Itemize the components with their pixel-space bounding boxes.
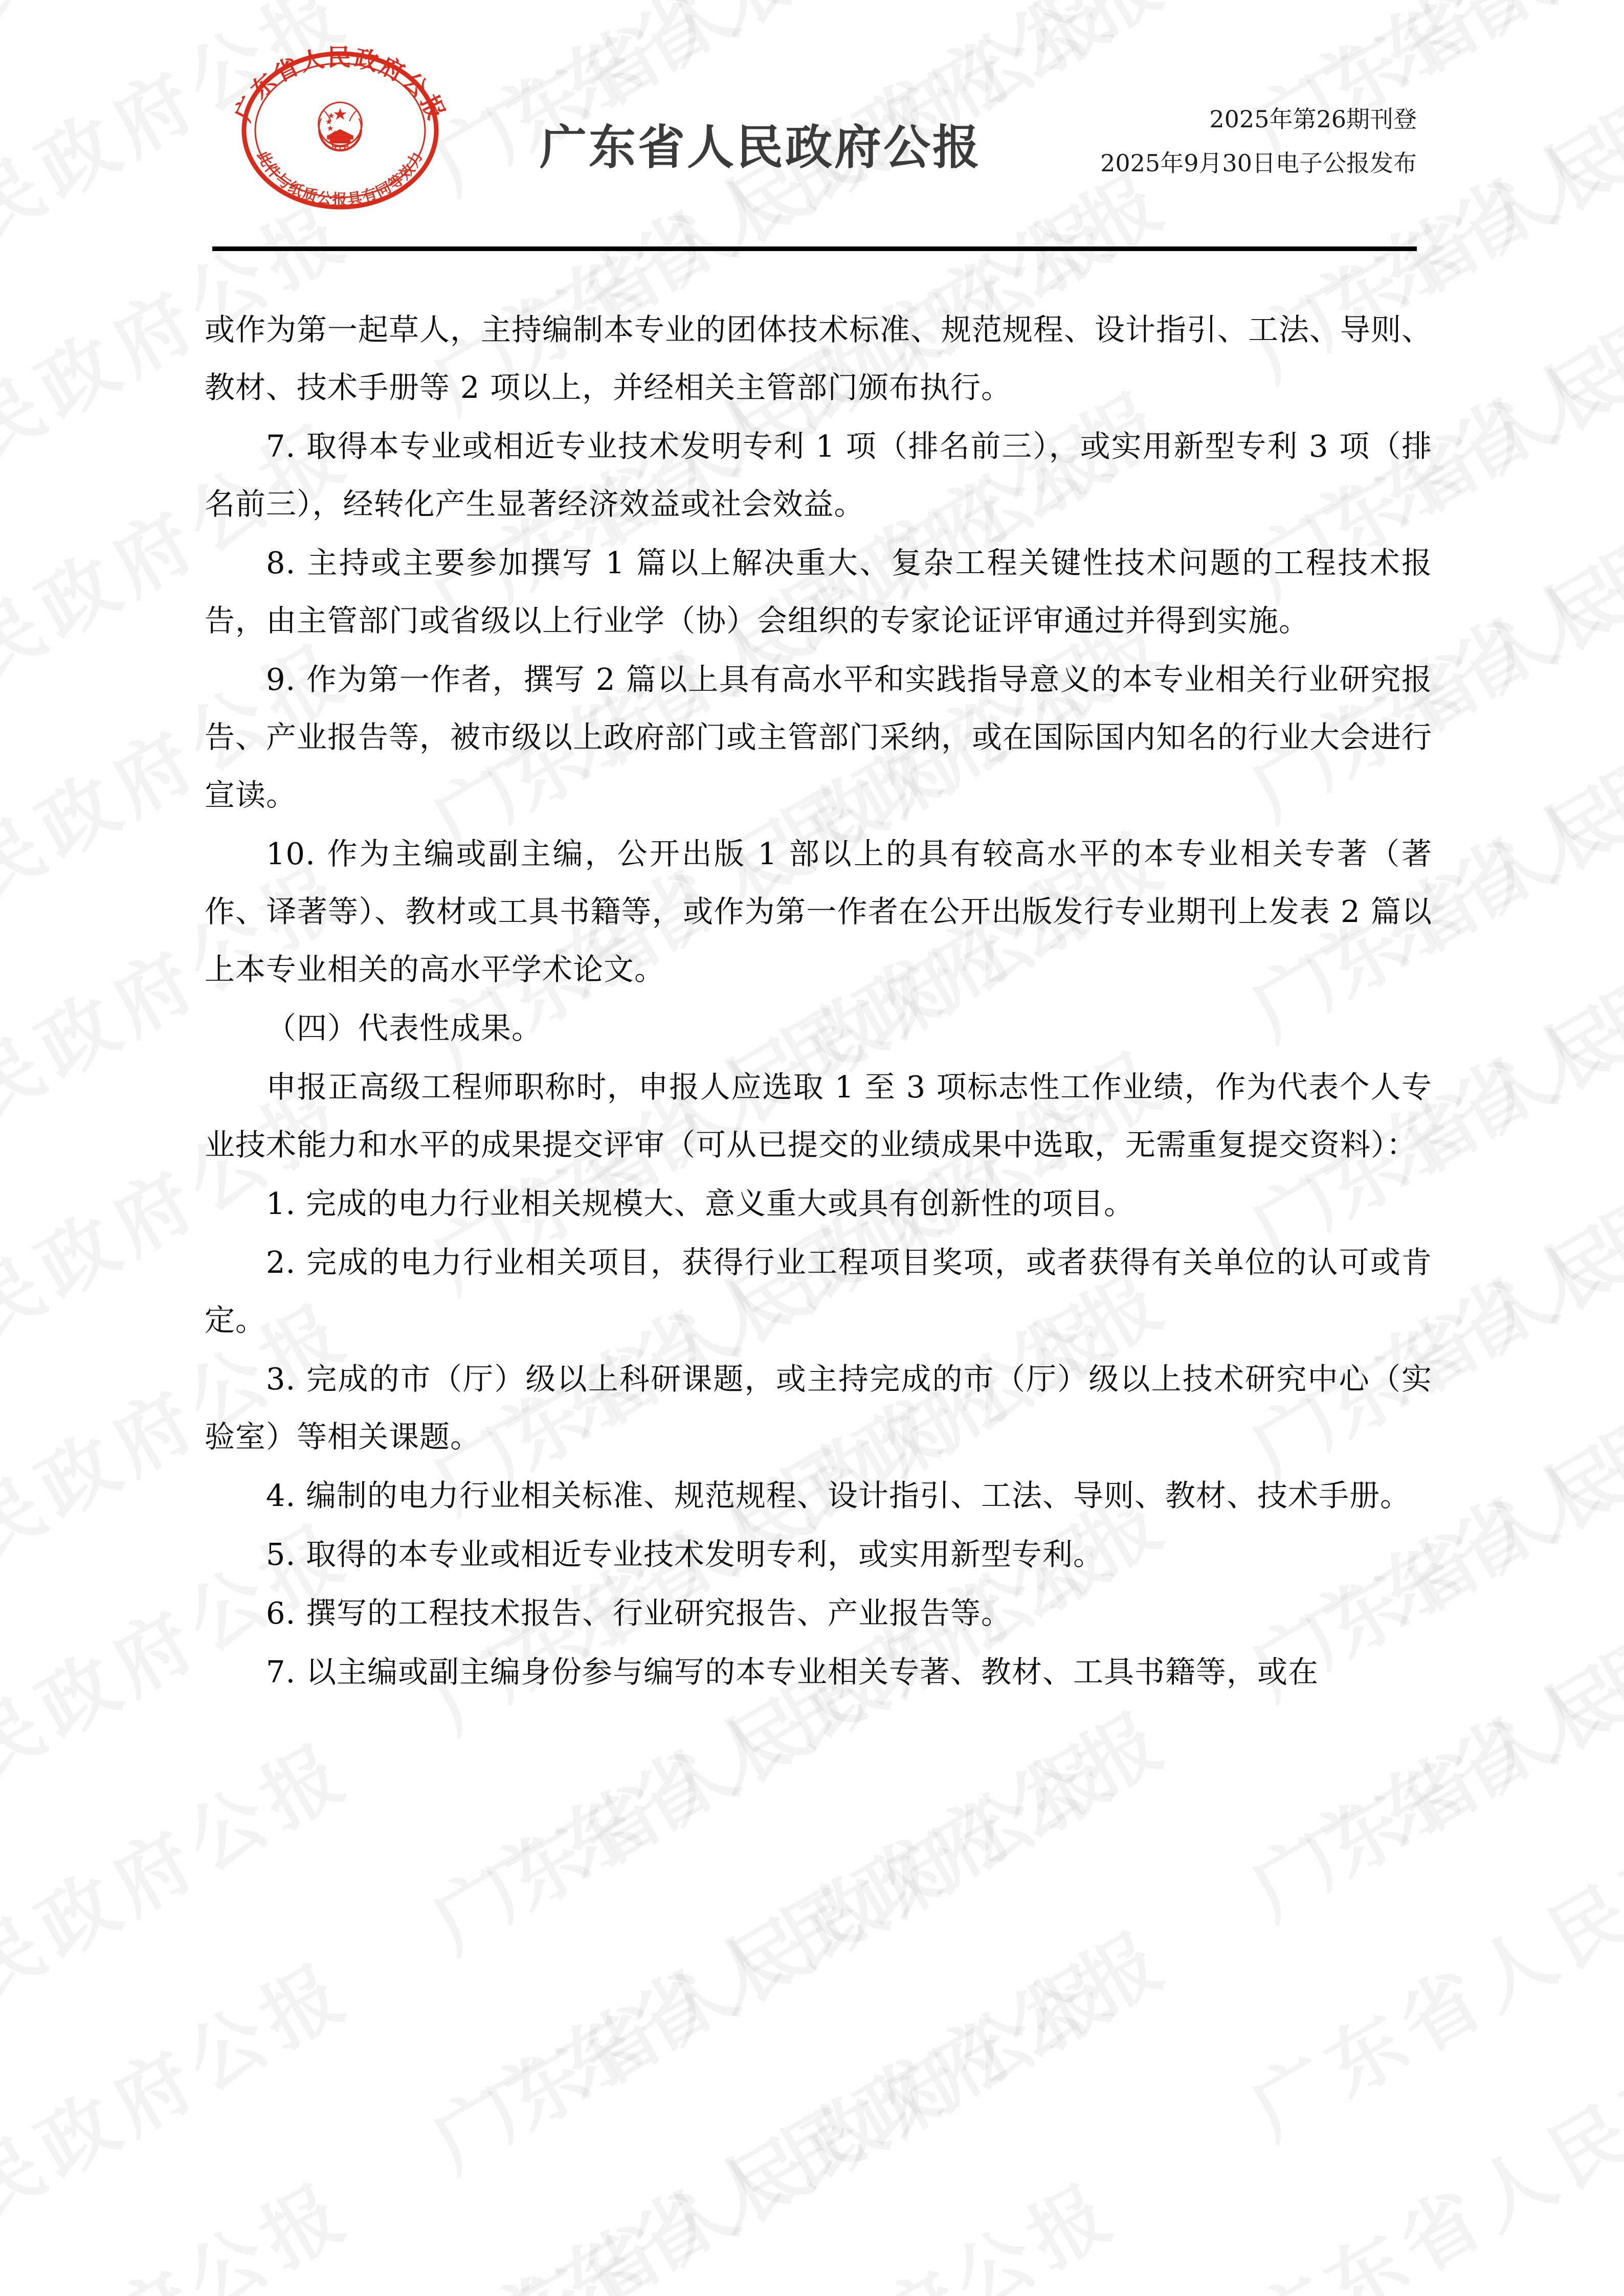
article-paragraph: 或作为第一起草人，主持编制本专业的团体技术标准、规范规程、设计指引、工法、导则、教材、技术手册等 2 项以上，并经相关主管部门颁布执行。 [205,312,1433,405]
svg-text:此件与纸质公报具有同等效力: 此件与纸质公报具有同等效力 [254,148,427,208]
article-body [205,301,1432,1702]
article-paragraph: 申报正高级工程师职称时，申报人应选取 1 至 3 项标志性工作业绩，作为代表个人专业技术能力和水平的成果提交评审（可从已提交的业绩成果中选取，无需重复提交资料）： [205,1069,1432,1162]
masthead-divider [212,246,1417,251]
issue-label: 2025年第26期刊登 [1209,105,1417,133]
article-paragraph: 10. 作为主编或副主编，公开出版 1 部以上的具有较高水平的本专业相关专著（著作、译著等）、教材或工具书籍等，或作为第一作者在公开出版发行专业期刊上发表 2 篇以上本专业相关的高水平学术论文。 [205,836,1433,987]
masthead-dates [905,97,1417,185]
svg-text:广东省人民政府公报: 广东省人民政府公报 [229,43,452,126]
article-paragraph: 9. 作为第一作者，撰写 2 篇以上具有高水平和实践指导意义的本专业相关行业研究报告、产业报告等，被市级以上政府部门或主管部门采纳，或在国际国内知名的行业大会进行宣读。 [205,662,1433,813]
article-paragraph: （四）代表性成果。 [266,1010,543,1046]
article-paragraph: 7. 取得本专业或相近专业技术发明专利 1 项（排名前三），或实用新型专利 3 项（排名前三），经转化产生显著经济效益或社会效益。 [205,429,1432,522]
article-paragraph: 8. 主持或主要参加撰写 1 篇以上解决重大、复杂工程关键性技术问题的工程技术报告，由主管部门或省级以上行业学（协）会组织的专家论证评审通过并得到实施。 [205,545,1432,638]
article-paragraph: 2. 完成的电力行业相关项目，获得行业工程项目奖项，或者获得有关单位的认可或肯定。 [205,1245,1432,1338]
article-paragraph: 5. 取得的本专业或相近专业技术发明专利，或实用新型专利。 [266,1537,1104,1572]
article-paragraph: 1. 完成的电力行业相关规模大、意义重大或具有创新性的项目。 [266,1186,1135,1221]
masthead [212,20,1417,225]
publish-date-label: 2025年9月30日电子公报发布 [1100,149,1417,177]
article-paragraph: 6. 撰写的工程技术报告、行业研究报告、产业报告等。 [266,1595,1012,1631]
article-paragraph: 7. 以主编或副主编身份参与编写的本专业相关专著、教材、工具书籍等，或在 [266,1654,1319,1690]
article-paragraph: 4. 编制的电力行业相关标准、规范规程、设计指引、工法、导则、教材、技术手册。 [266,1478,1411,1513]
article-paragraph: 3. 完成的市（厅）级以上科研课题，或主持完成的市（厅）级以上技术研究中心（实验室）等相关课题。 [205,1361,1432,1454]
page-title: 广东省人民政府公报 [540,120,982,175]
official-seal [217,36,463,225]
